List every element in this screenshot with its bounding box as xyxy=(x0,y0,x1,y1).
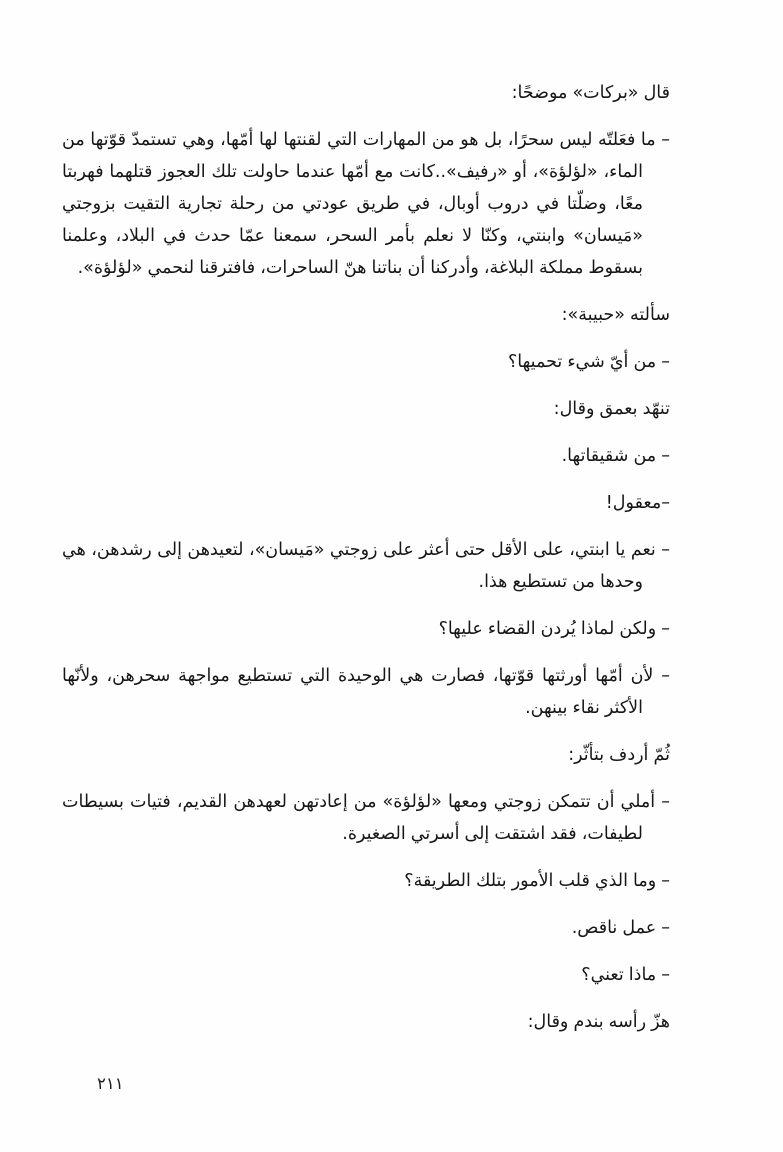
dialogue-line: – وما الذي قلب الأمور بتلك الطريقة؟ xyxy=(404,871,670,891)
dialogue-line: – عمل ناقص. xyxy=(571,918,670,938)
narration-line: سألته «حبيبة»: xyxy=(561,305,670,325)
dialogue-line: – ولكن لماذا يُردن القضاء عليها؟ xyxy=(438,619,670,639)
dialogue-line: – ما فعَلتّه ليس سحرًا، بل هو من المهارات التي لقنتها لها أمّها، وهي تستمدّ قوّتها من الماء، «لؤلؤة»، أو «رفيف»..كانت مع أمّها عندما حاولت تلك العجوز قتلهما فهربتا معًا، وضلّتا في دروب أوبال، في طريق عودتي من رحلة تجارية التقيت بزوجتي «مَيسان» وابنتي، وكنّا لا نعلم بأمر السحر، سمعنا عمّا حدث في البلاد، وعلمنا بسقوط مملكة البلاغة، وأدركنا أن بناتنا هنّ الساحرات، فافترقنا لنحمي «لؤلؤة». xyxy=(62,130,670,278)
dialogue-line: – من أيّ شيء تحميها؟ xyxy=(508,352,670,372)
dialogue-line: – من شقيقاتها. xyxy=(561,446,670,466)
dialogue-line: – نعم يا ابنتي، على الأقل حتى أعثر على زوجتي «مَيسان»، لتعيدهن إلى رشدهن، هي وحدها من تستطيع هذا. xyxy=(62,540,670,592)
narration-line: تنهّد بعمق وقال: xyxy=(553,399,670,419)
dialogue-line: – ماذا تعني؟ xyxy=(581,965,670,985)
page-number: ٢١١ xyxy=(97,1074,124,1093)
dialogue-line: – لأن أمّها أورثتها قوّتها، فصارت هي الوحيدة التي تستطيع مواجهة سحرهن، ولأنّها الأكثر نقاء بينهن. xyxy=(62,666,670,718)
page-text-column xyxy=(62,77,670,1053)
dialogue-line: – أملي أن تتمكن زوجتي ومعها «لؤلؤة» من إعادتهن لعهدهن القديم، فتيات بسيطات لطيفات، فقد اشتقت إلى أسرتي الصغيرة. xyxy=(62,792,670,844)
narration-line: ثُمّ أردف بتأثّر: xyxy=(568,745,670,765)
narration-line: هزّ رأسه بندم وقال: xyxy=(527,1012,670,1032)
narration-line: قال «بركات» موضحًا: xyxy=(511,83,670,103)
dialogue-line: –معقول! xyxy=(605,493,670,513)
